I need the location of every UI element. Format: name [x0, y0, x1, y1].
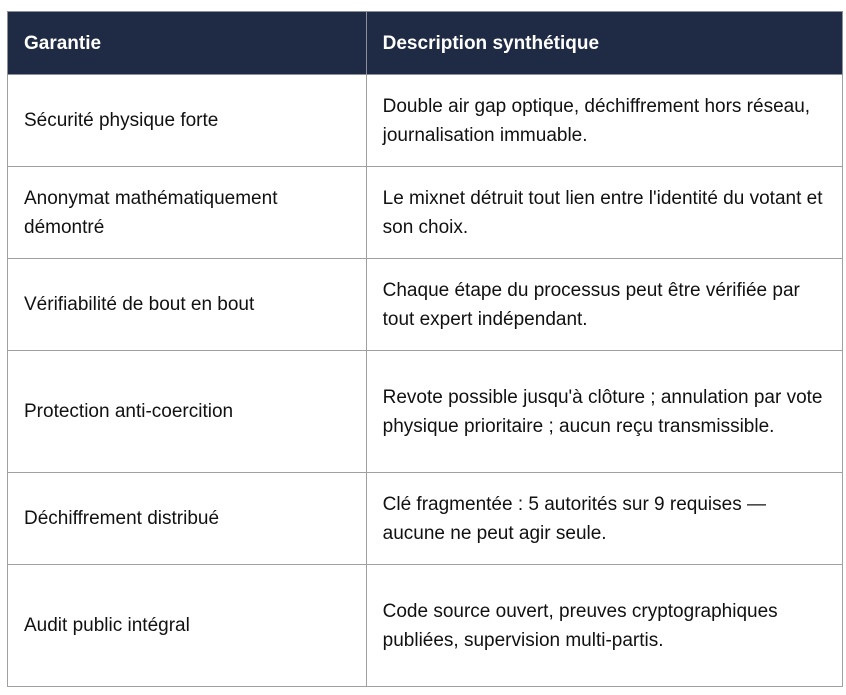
- cell-description: Revote possible jusqu'à clôture ; annulation par vote physique prioritaire ; aucun reçu transmissible.: [366, 351, 842, 473]
- header-garantie: Garantie: [8, 12, 367, 75]
- header-description: Description synthétique: [366, 12, 842, 75]
- cell-description: Clé fragmentée : 5 autorités sur 9 requises — aucune ne peut agir seule.: [366, 473, 842, 565]
- cell-garantie: Anonymat mathématiquement démontré: [8, 167, 367, 259]
- table-row: [8, 565, 843, 687]
- cell-garantie: Audit public intégral: [8, 565, 367, 687]
- table-row: [8, 351, 843, 473]
- cell-garantie: Déchiffrement distribué: [8, 473, 367, 565]
- cell-description: Code source ouvert, preuves cryptographiques publiées, supervision multi-partis.: [366, 565, 842, 687]
- table-header-row: [8, 12, 843, 75]
- table-row: [8, 473, 843, 565]
- cell-description: Double air gap optique, déchiffrement hors réseau, journalisation immuable.: [366, 75, 842, 167]
- cell-garantie: Protection anti-coercition: [8, 351, 367, 473]
- cell-garantie: Vérifiabilité de bout en bout: [8, 259, 367, 351]
- table-row: [8, 167, 843, 259]
- guarantees-table: [7, 11, 843, 687]
- table-row: [8, 75, 843, 167]
- cell-description: Chaque étape du processus peut être vérifiée par tout expert indépendant.: [366, 259, 842, 351]
- cell-description: Le mixnet détruit tout lien entre l'identité du votant et son choix.: [366, 167, 842, 259]
- table-row: [8, 259, 843, 351]
- cell-garantie: Sécurité physique forte: [8, 75, 367, 167]
